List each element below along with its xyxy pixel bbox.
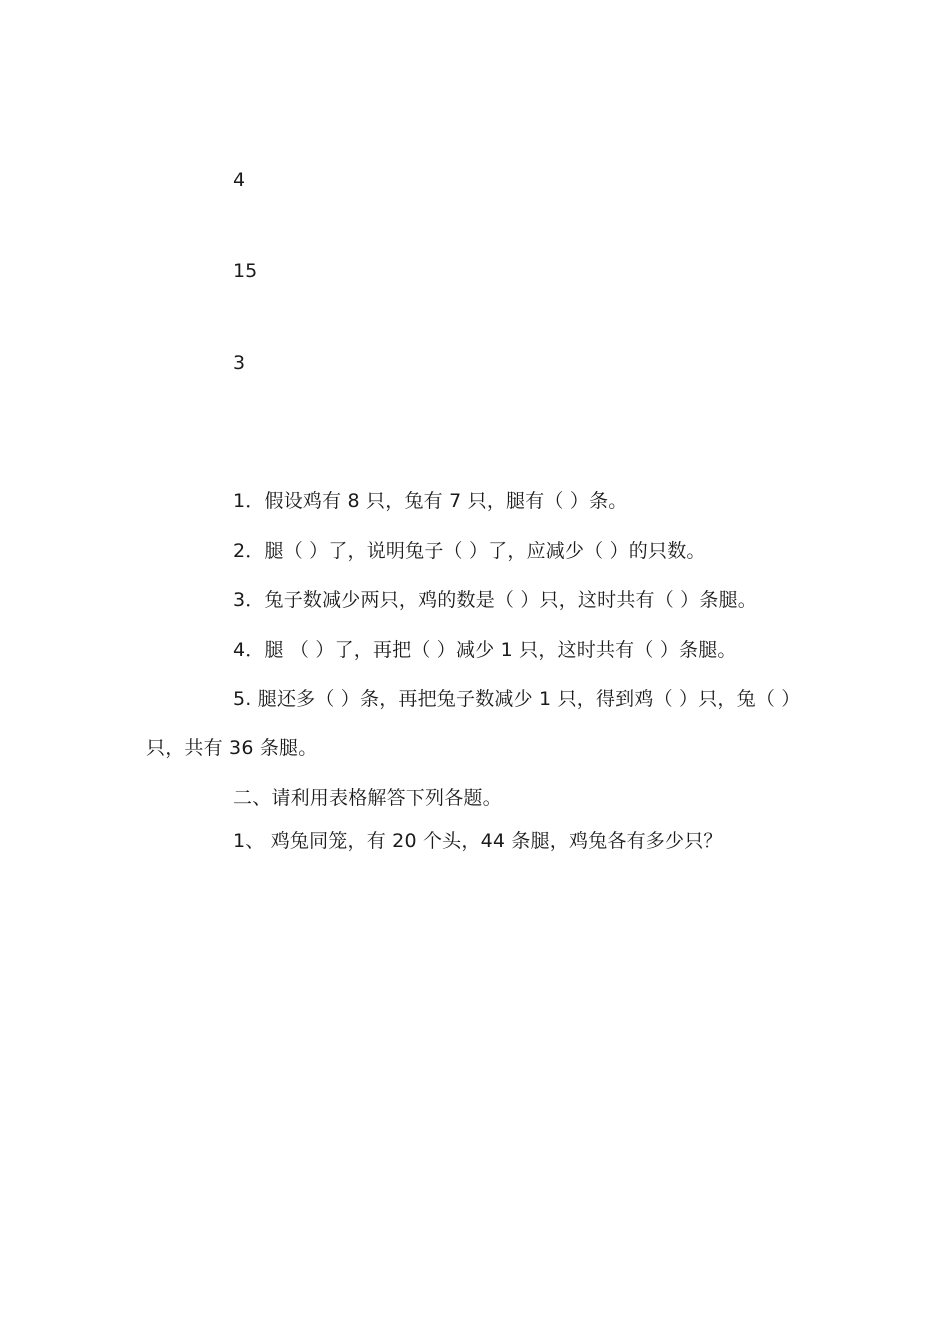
question-5-continuation: 只，共有 36 条腿。 [146,737,318,759]
table-value-3: 3 [233,352,246,374]
question-4: 4．腿 （ ）了，再把（ ）减少 1 只，这时共有（ ）条腿。 [233,639,737,661]
question-3: 3．兔子数减少两只，鸡的数是（ ）只，这时共有（ ）条腿。 [233,589,757,611]
section-two-problem-1: 1、 鸡兔同笼，有 20 个头，44 条腿，鸡兔各有多少只？ [233,830,723,852]
table-value-2: 15 [233,260,258,282]
table-value-1: 4 [233,169,246,191]
question-1: 1．假设鸡有 8 只，兔有 7 只，腿有（ ）条。 [233,490,628,512]
question-5: 5. 腿还多（ ）条，再把兔子数减少 1 只，得到鸡（ ）只，兔（ ） [233,688,801,710]
section-two-heading: 二、请利用表格解答下列各题。 [233,787,502,809]
question-2: 2．腿（ ）了，说明兔子（ ）了，应减少（ ）的只数。 [233,540,706,562]
